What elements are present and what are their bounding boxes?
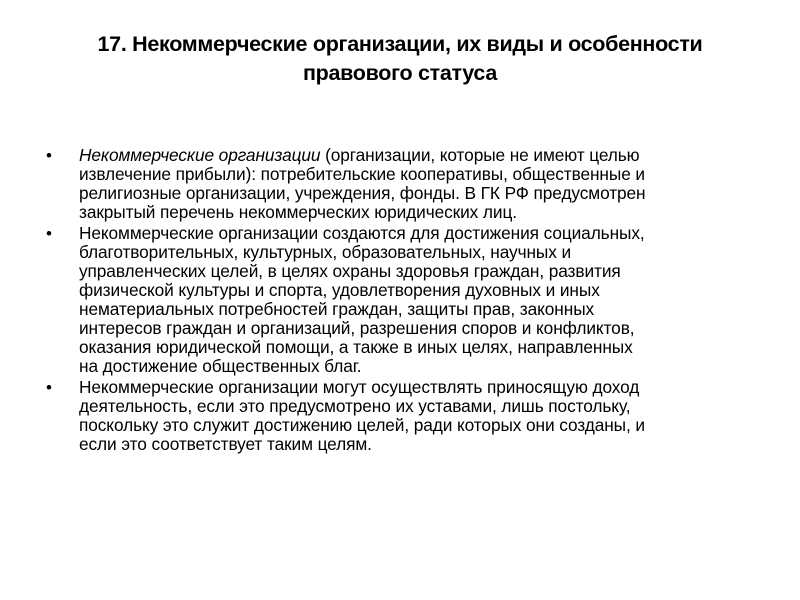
bullet-line: физической культуры и спорта, удовлетворения духовных и иных	[79, 280, 600, 300]
slide-title-line-2: правового статуса	[303, 61, 497, 85]
bullet-line	[79, 146, 765, 165]
bullet-line: извлечение прибыли): потребительские кооперативы, общественные и	[79, 164, 645, 184]
bullet-line: закрытый перечень некоммерческих юридических лиц.	[79, 202, 517, 222]
line-text: (организации, которые не имеют целью	[320, 145, 640, 165]
bullet-line: деятельность, если это предусмотрено их уставами, лишь постольку,	[79, 396, 631, 416]
bullet-line: оказания юридической помощи, а также в иных целях, направленных	[79, 337, 633, 357]
bullet-icon: •	[46, 378, 52, 397]
bullet-list	[45, 146, 765, 456]
bullet-line: управленческих целей, в целях охраны здоровья граждан, развития	[79, 261, 621, 281]
slide-title	[40, 30, 760, 88]
bullet-item-3	[45, 378, 765, 454]
bullet-line: поскольку это служит достижению целей, ради которых они созданы, и	[79, 415, 645, 435]
bullet-line: на достижение общественных благ.	[79, 356, 362, 376]
bullet-icon: •	[46, 224, 52, 243]
bullet-item-1	[45, 146, 765, 222]
bullet-line: религиозные организации, учреждения, фонды. В ГК РФ предусмотрен	[79, 183, 646, 203]
bullet-line: Некоммерческие организации создаются для достижения социальных,	[79, 223, 645, 243]
italic-term: Некоммерческие организации	[79, 145, 321, 165]
bullet-icon: •	[46, 146, 52, 165]
bullet-item-2	[45, 224, 765, 376]
bullet-line: нематериальных потребностей граждан, защиты прав, законных	[79, 299, 595, 319]
bullet-line: благотворительных, культурных, образовательных, научных и	[79, 242, 572, 262]
bullet-line: если это соответствует таким целям.	[79, 434, 372, 454]
bullet-line: интересов граждан и организаций, разрешения споров и конфликтов,	[79, 318, 635, 338]
slide-title-line-1: 17. Некоммерческие организации, их виды и особенности	[97, 32, 703, 56]
bullet-line: Некоммерческие организации могут осуществлять приносящую доход	[79, 377, 640, 397]
